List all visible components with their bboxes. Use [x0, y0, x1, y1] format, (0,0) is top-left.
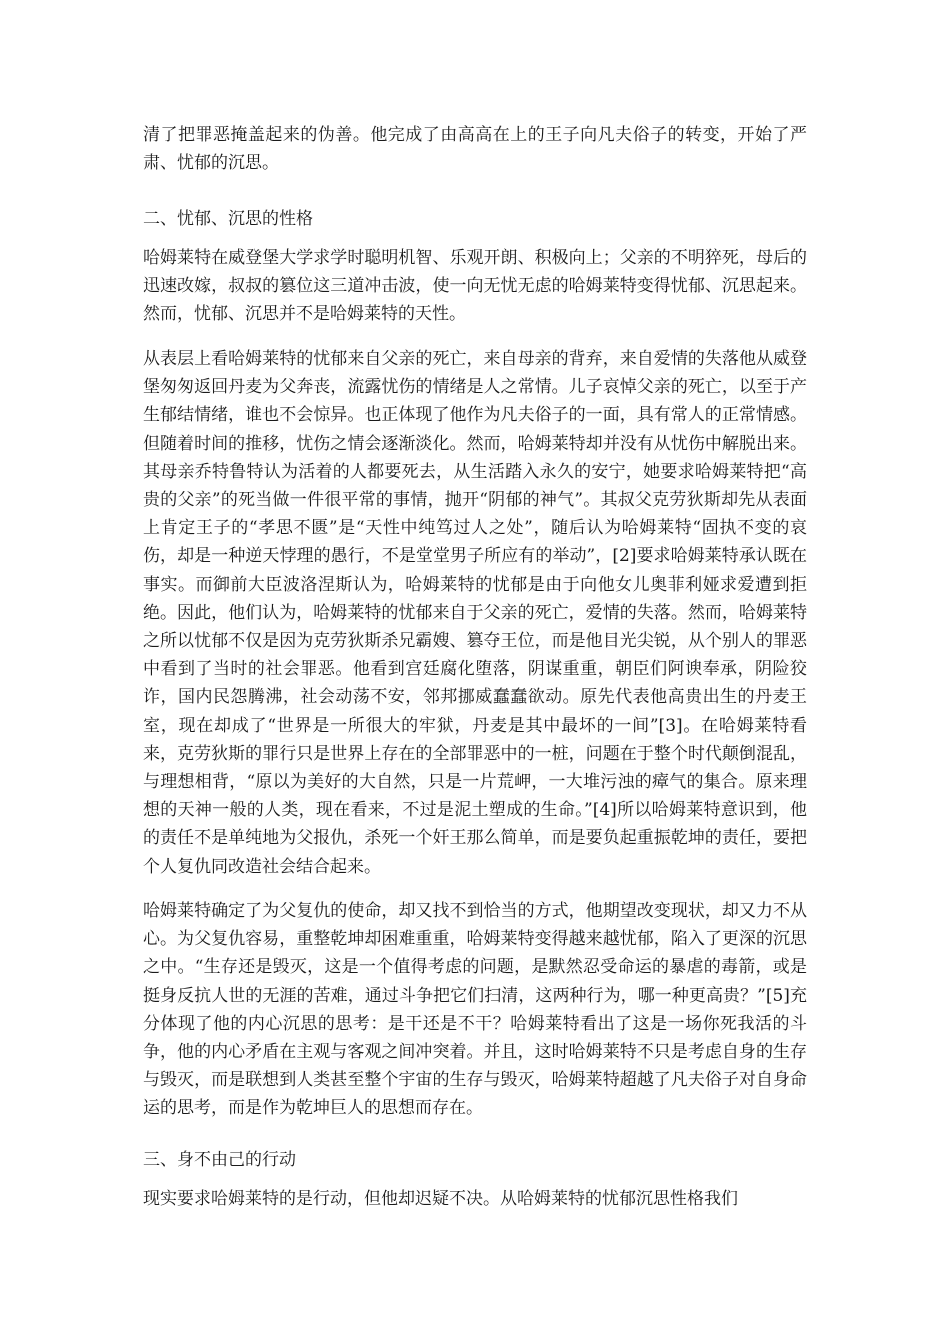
paragraph-3: 从表层上看哈姆莱特的忧郁来自父亲的死亡，来自母亲的背弃，来自爱情的失落他从威登堡匆匆返回丹麦为父奔丧，流露忧伤的情绪是人之常情。儿子哀悼父亲的死亡，以至于产生郁结情绪，谁也不会惊异。也正体现了他作为凡夫俗子的一面，具有常人的正常情感。但随着时间的推移，忧伤之情会逐渐淡化。然而，哈姆莱特却并没有从忧伤中解脱出来。其母亲乔特鲁特认为活着的人都要死去，从生活踏入永久的安宁，她要求哈姆莱特把“高贵的父亲”的死当做一件很平常的事情，抛开“阴郁的神气”。其叔父克劳狄斯却先从表面上肯定王子的“孝思不匮”是“天性中纯笃过人之处”，随后认为哈姆莱特“固执不变的哀伤，却是一种逆天悖理的愚行，不是堂堂男子所应有的举动”，[2]要求哈姆莱特承认既在事实。而御前大臣波洛涅斯认为，哈姆莱特的忧郁是由于向他女儿奥菲利娅求爱遭到拒绝。因此，他们认为，哈姆莱特的忧郁来自于父亲的死亡，爱情的失落。然而，哈姆莱特之所以忧郁不仅是因为克劳狄斯杀兄霸嫂、篡夺王位，而是他目光尖锐，从个别人的罪恶中看到了当时的社会罪恶。他看到宫廷腐化堕落，阴谋重重，朝臣们阿谀奉承，阴险狡诈，国内民怨腾沸，社会动荡不安，邻邦挪威蠢蠢欲动。原先代表他高贵出生的丹麦王室，现在却成了“世界是一所很大的牢狱，丹麦是其中最坏的一间”[3]。在哈姆莱特看来，克劳狄斯的罪行只是世界上存在的全部罪恶中的一桩，问题在于整个时代颠倒混乱，与理想相背，“原以为美好的大自然，只是一片荒岬，一大堆污浊的瘴气的集合。原来理想的天神一般的人类，现在看来，不过是泥土塑成的生命。”[4]所以哈姆莱特意识到，他的责任不是单纯地为父报仇，杀死一个奸王那么简单，而是要负起重振乾坤的责任，要把个人复仇同改造社会结合起来。	[143, 349, 807, 877]
paragraph-4: 哈姆莱特确定了为父复仇的使命，却又找不到恰当的方式，他期望改变现状，却又力不从心。为父复仇容易，重整乾坤却困难重重，哈姆莱特变得越来越忧郁，陷入了更深的沉思之中。“生存还是毁灭，这是一个值得考虑的问题，是默然忍受命运的暴虐的毒箭，或是挺身反抗人世的无涯的苦难，通过斗争把它们扫清，这两种行为，哪一种更高贵？”[5]充分体现了他的内心沉思的思考：是干还是不干？哈姆莱特看出了这是一场你死我活的斗争，他的内心矛盾在主观与客观之间冲突着。并且，这时哈姆莱特不只是考虑自身的生存与毁灭，而是联想到人类甚至整个宇宙的生存与毁灭，哈姆莱特超越了凡夫俗子对自身命运的思考，而是作为乾坤巨人的思想而存在。	[143, 901, 807, 1119]
section-heading-2: 二、忧郁、沉思的性格	[143, 209, 313, 229]
paragraph-1: 清了把罪恶掩盖起来的伪善。他完成了由高高在上的王子向凡夫俗子的转变，开始了严肃、忧郁的沉思。	[143, 125, 807, 174]
paragraph-2: 哈姆莱特在威登堡大学求学时聪明机智、乐观开朗、积极向上；父亲的不明猝死，母后的迅速改嫁，叔叔的篡位这三道冲击波，使一向无忧无虑的哈姆莱特变得忧郁、沉思起来。然而，忧郁、沉思并不是哈姆莱特的天性。	[143, 248, 807, 325]
paragraph-5: 现实要求哈姆莱特的是行动，但他却迟疑不决。从哈姆莱特的忧郁沉思性格我们	[143, 1189, 738, 1209]
section-heading-3: 三、身不由己的行动	[143, 1150, 296, 1170]
